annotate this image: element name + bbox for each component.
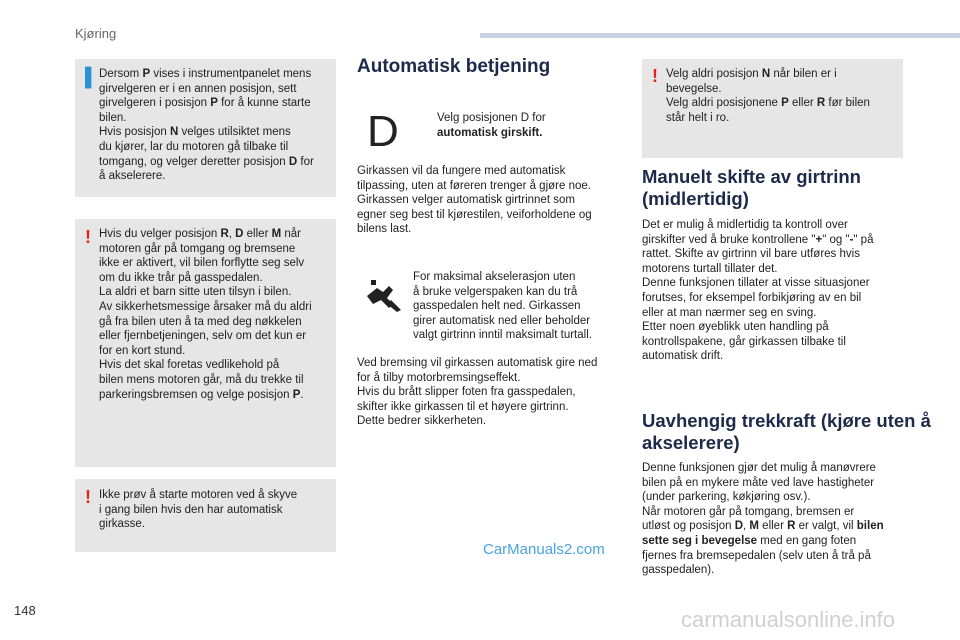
automatic-paragraph-2 xyxy=(357,356,622,429)
text-line: Hvis du brått slipper foten fra gasspedalen, xyxy=(357,386,576,399)
text-line: gasspedalen helt ned. Girkassen xyxy=(413,300,581,313)
text-line: i gang bilen hvis den har automatisk xyxy=(99,503,283,516)
text-line: rattet. Skifte av girtrinn vil bare utføres hvis xyxy=(642,248,860,261)
bullet-select-d xyxy=(419,111,609,140)
text-line: girskifter ved å bruke kontrollene "+" og "-" på xyxy=(642,233,874,246)
text-line: parkeringsbremsen og velge posisjon P. xyxy=(99,388,304,401)
text-line: ikke er aktivert, vil bilen forflytte seg selv xyxy=(99,257,305,270)
text-line: fjernes fra bremsepedalen (selv uten å trå på xyxy=(642,549,871,562)
text-line: egner seg best til kjørestilen, veiforholdene og xyxy=(357,208,592,221)
text-line: girer automatisk ned eller beholder xyxy=(413,314,591,327)
text-line: Hvis det skal foretas vedlikehold på xyxy=(99,359,280,372)
text-line: kontrollspakene, går girkassen tilbake til xyxy=(642,335,846,348)
text-line: Denne funksjonen tillater at visse situasjoner xyxy=(642,277,870,290)
watermark-carmanuals2[interactable]: CarManuals2.com xyxy=(483,541,605,558)
page-number: 148 xyxy=(14,603,36,618)
text-line: Når motoren går på tomgang, bremsen er xyxy=(642,505,855,518)
warning-box-neutral xyxy=(642,59,903,158)
info-marker-icon: ▌ xyxy=(85,67,98,87)
text-line: Hvis du velger posisjon R, D eller M når xyxy=(99,228,302,240)
text-line: motoren går på tomgang og bremsene xyxy=(99,242,296,255)
text-line: tilpassing, uten at føreren trenger å gjøre noe. xyxy=(357,179,591,192)
text-line: bevegelse. xyxy=(666,82,722,95)
text-line: bilen på en mykere måte ved lave hastigheter xyxy=(642,476,875,489)
pedal-paragraph xyxy=(413,270,623,343)
text-line: om du ikke trår på gasspedalen. xyxy=(99,271,263,284)
automatic-paragraph-1 xyxy=(357,164,622,237)
foot-pedal-icon xyxy=(363,276,405,314)
warning-exclamation-icon: ! xyxy=(652,66,658,86)
text-line: Etter noen øyeblikk uten handling på xyxy=(642,321,829,334)
text-line: å akselerere. xyxy=(99,170,166,183)
text-line: Velg aldri posisjonene P eller R før bilen xyxy=(666,97,870,110)
text-line: bilens last. xyxy=(357,223,412,236)
header-rule xyxy=(480,33,960,38)
text-line: eller fjernbetjeningen, selv om det kun er xyxy=(99,330,307,343)
text-line: Girkassen velger automatisk girtrinnet som xyxy=(357,194,575,207)
text-line: for å tilby motorbremsingseffekt. xyxy=(357,371,521,384)
text-line: sette seg i bevegelse med en gang foten xyxy=(642,534,857,547)
info-box-park xyxy=(75,59,336,197)
text-line: Hvis posisjon N velges utilsiktet mens xyxy=(99,126,291,139)
text-line: Denne funksjonen gjør det mulig å manøvrere xyxy=(642,462,876,474)
section-label: Kjøring xyxy=(75,26,117,41)
heading-automatic: Automatisk betjening xyxy=(357,56,551,77)
text-line: Av sikkerhetsmessige årsaker må du aldri xyxy=(99,300,312,313)
text-line: automatisk drift. xyxy=(642,350,724,363)
text-line: girvelgeren i posisjon P for å kunne starte xyxy=(99,97,311,110)
text-line: gasspedalen). xyxy=(642,564,715,577)
text-line: Ved bremsing vil girkassen automatisk gire ned xyxy=(357,357,598,369)
text-line: forutses, for eksempel forbikjøring av en bil xyxy=(642,291,862,304)
text-line: Dette bedrer sikkerheten. xyxy=(357,415,487,428)
text-line: La aldri et barn sitte uten tilsyn i bilen. xyxy=(99,286,292,299)
text-line: valgt girtrinn inntil maksimalt turtall. xyxy=(413,329,592,342)
text-line: Velg aldri posisjon N når bilen er i xyxy=(666,68,837,80)
text-line: automatisk girskift. xyxy=(437,126,543,139)
text-line: Det er mulig å midlertidig ta kontroll over xyxy=(642,219,848,231)
warning-box-idle xyxy=(75,219,336,467)
text-line: eller at man nærmer seg en sving. xyxy=(642,306,817,319)
text-line: (under parkering, køkjøring osv.). xyxy=(642,491,811,504)
watermark-carmanualsonline[interactable]: carmanualsonline.info xyxy=(681,607,896,632)
text-line: står helt i ro. xyxy=(666,111,730,124)
text-line: gå fra bilen uten å ta med deg nøkkelen xyxy=(99,315,302,328)
text-line: tomgang, og velger deretter posisjon D for xyxy=(99,155,314,168)
text-line: Girkassen vil da fungere med automatisk xyxy=(357,165,566,177)
heading-manual: Manuelt skifte av girtrinn (midlertidig) xyxy=(642,166,861,209)
text-line: motorens turtall tillater det. xyxy=(642,262,778,275)
warning-box-push-start xyxy=(75,479,336,552)
text-line: For maksimal akselerasjon uten xyxy=(413,271,576,283)
independent-traction-paragraph xyxy=(642,461,922,578)
text-line: Ikke prøv å starte motoren ved å skyve xyxy=(99,489,298,501)
text-line: Velg posisjonen D for xyxy=(437,112,546,124)
text-line: Dersom P vises i instrumentpanelet mens xyxy=(99,68,312,80)
heading-independent-traction: Uavhengig trekkraft (kjøre uten å akselerere) xyxy=(642,410,931,453)
text-line: girkasse. xyxy=(99,518,146,531)
text-line: bilen mens motoren går, må du trekke til xyxy=(99,373,304,386)
text-line: girvelgeren er i en annen posisjon, sett xyxy=(99,82,297,95)
manual-paragraph xyxy=(642,218,922,364)
warning-exclamation-icon: ! xyxy=(85,227,91,247)
text-line: bilen. xyxy=(99,111,127,124)
text-line: skifter ikke girkassen til et høyere girtrinn. xyxy=(357,400,569,413)
text-line: utløst og posisjon D, M eller R er valgt, vil bilen xyxy=(642,520,884,533)
text-line: du kjører, lar du motoren gå tilbake til xyxy=(99,140,289,153)
gear-d-symbol: D xyxy=(367,107,399,156)
text-line: å bruke velgerspaken kan du trå xyxy=(413,285,578,298)
warning-exclamation-icon: ! xyxy=(85,487,91,507)
text-line: for en kort stund. xyxy=(99,344,186,357)
